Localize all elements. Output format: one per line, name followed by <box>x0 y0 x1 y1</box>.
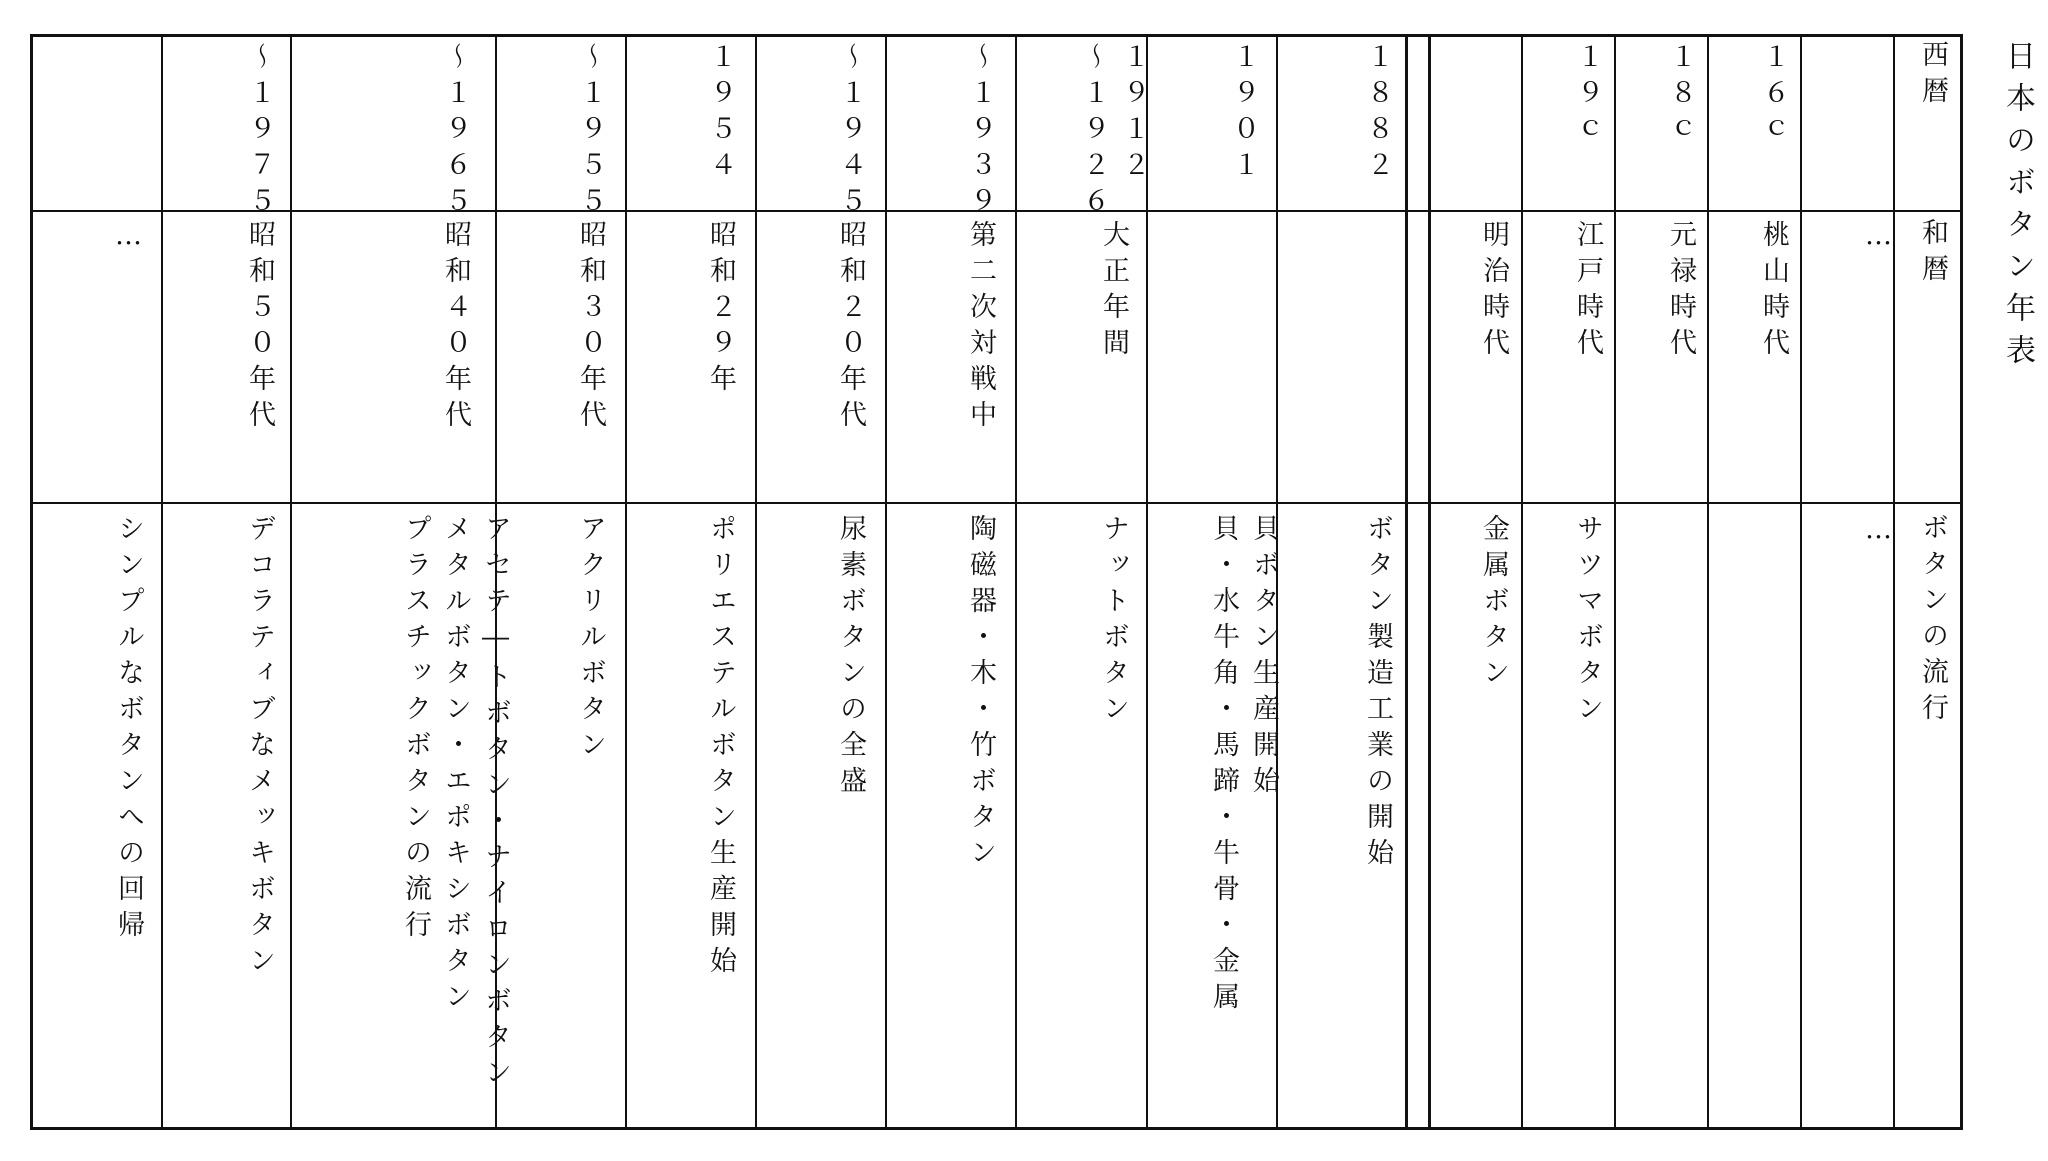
timeline-era-cell: 昭和５０年代 <box>244 220 275 436</box>
timeline-trend-cell: 貝ボタン生産開始 <box>1248 514 1279 802</box>
timeline-trend-cell: アクリルボタン <box>575 514 606 766</box>
column-divider <box>885 34 887 1130</box>
timeline-era-cell: 大正年間 <box>1098 220 1129 364</box>
timeline-era-cell: 江戸時代 <box>1572 220 1603 364</box>
timeline-year-cell: １８ｃ <box>1665 42 1696 150</box>
timeline-trend-cell: 尿素ボタンの全盛 <box>835 514 866 802</box>
timeline-year-cell: 〜１９６５ <box>440 42 471 222</box>
timeline-year-cell: 〜１９３９ <box>965 42 996 222</box>
timeline-era-cell: 昭和２９年 <box>705 220 736 400</box>
timeline-year-cell: 〜１９５５ <box>575 42 606 222</box>
timeline-trend-cell: 貝・水牛角・馬蹄・牛骨・金属 <box>1208 514 1239 1018</box>
timeline-era-cell: 明治時代 <box>1478 220 1509 364</box>
column-divider <box>1614 34 1616 1130</box>
column-divider <box>290 34 292 1130</box>
timeline-trend-cell: サツマボタン <box>1572 514 1603 730</box>
timeline-year-cell: １９０１ <box>1228 42 1259 186</box>
timeline-trend-cell: プラスチックボタンの流行 <box>400 514 431 946</box>
header-era-label: 和暦 <box>1917 218 1948 290</box>
column-divider <box>1146 34 1148 1130</box>
timeline-trend-cell: デコラティブなメッキボタン <box>244 514 275 982</box>
timeline-trend-cell: ボタン製造工業の開始 <box>1362 514 1393 874</box>
timeline-trend-cell: アセテ―トボタン・ナイロンボタン <box>480 514 511 1094</box>
timeline-year-cell: 〜１９７５ <box>244 42 275 222</box>
header-trend-label: ボタンの流行 <box>1917 513 1948 729</box>
timeline-year-cell: １６ｃ <box>1758 42 1789 150</box>
timeline-trend-cell: メタルボタン・エポキシボタン <box>440 514 471 1018</box>
header-year-label: 西暦 <box>1917 40 1948 112</box>
timeline-year-cell: １９１２ <box>1118 42 1149 186</box>
timeline-year-cell: １８８２ <box>1362 42 1393 186</box>
timeline-era-cell: 昭和４０年代 <box>440 220 471 436</box>
timeline-trend-cell: 陶磁器・木・竹ボタン <box>965 514 996 874</box>
row-divider-era-trend <box>30 502 1963 504</box>
timeline-year-cell: １９ｃ <box>1572 42 1603 150</box>
column-divider <box>1405 34 1408 1130</box>
timeline-year-cell: 〜１９４５ <box>835 42 866 222</box>
column-divider <box>1428 34 1431 1130</box>
column-divider <box>1707 34 1709 1130</box>
timeline-trend-cell: ポリエステルボタン生産開始 <box>705 514 736 982</box>
column-divider <box>755 34 757 1130</box>
timeline-trend-cell: … <box>1863 514 1894 554</box>
column-divider <box>1521 34 1523 1130</box>
timeline-year-cell: 〜１９２６ <box>1078 42 1109 222</box>
timeline-era-cell: … <box>1863 220 1894 260</box>
page-title: 日本のボタン年表 <box>2000 40 2035 376</box>
column-divider <box>1015 34 1017 1130</box>
column-divider <box>1800 34 1802 1130</box>
timeline-era-cell: 第二次対戦中 <box>965 220 996 436</box>
timeline-trend-cell: シンプルなボタンへの回帰 <box>113 514 144 946</box>
column-divider <box>1893 34 1895 1130</box>
column-divider <box>161 34 163 1130</box>
timeline-year-cell: １９５４ <box>705 42 736 186</box>
timeline-trend-cell: 金属ボタン <box>1478 514 1509 694</box>
timeline-era-cell: 元禄時代 <box>1665 220 1696 364</box>
timeline-trend-cell: ナットボタン <box>1098 514 1129 730</box>
timeline-era-cell: 桃山時代 <box>1758 220 1789 364</box>
timeline-era-cell: 昭和２０年代 <box>835 220 866 436</box>
timeline-era-cell: 昭和３０年代 <box>575 220 606 436</box>
column-divider <box>625 34 627 1130</box>
timeline-era-cell: … <box>113 220 144 260</box>
